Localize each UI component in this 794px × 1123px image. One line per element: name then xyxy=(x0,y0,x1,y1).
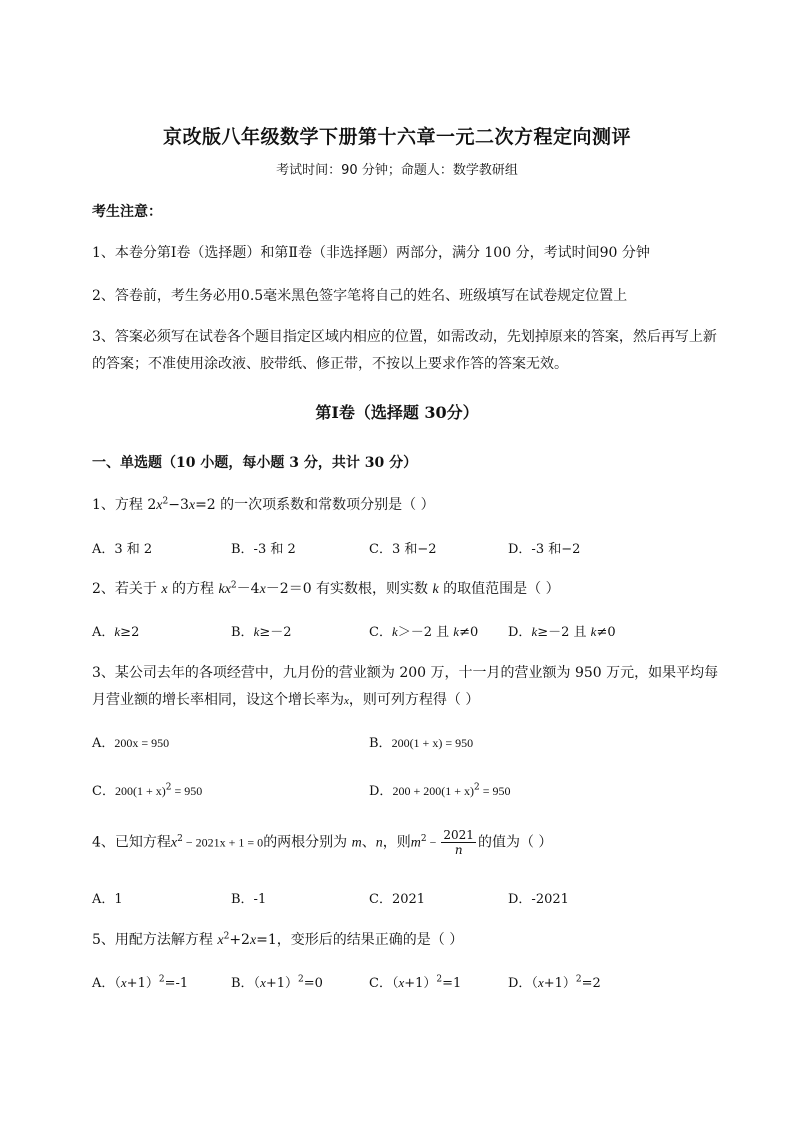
q5-option-b[interactable]: B．$(x+1)^2=0$ xyxy=(231,974,323,991)
q2-option-c[interactable]: C．k＞－2 且 k≠0 xyxy=(369,624,479,640)
question-4: 4、已知方程$x^2 - 2021x + 1 = 0$的两根分别为 m、n，则$m^2$ − $\frac{2021}{n}$ 的值为（ ） xyxy=(92,828,553,857)
notice-item-2: 2、答卷前，考生务必用0.5毫米黑色签字笔将自己的姓名、班级填写在试卷规定位置上 xyxy=(92,288,628,304)
question-1: 1、方程 $2x^2-3x=2$ 的一次项系数和常数项分别是（ ） xyxy=(92,496,435,513)
question-3-line-1: 3、某公司去年的各项经营中，九月份的营业额为 200 万，十一月的营业额为 950 万元，如果平均每 xyxy=(92,665,719,681)
q3-option-b[interactable]: B．200(1 + x) = 950 xyxy=(369,736,474,751)
q1-option-a[interactable]: A．3 和 2 xyxy=(92,542,153,557)
q5-option-c[interactable]: C．$(x+1)^2=1$ xyxy=(369,974,462,991)
section-title: 第Ⅰ卷（选择题 30分） xyxy=(315,403,479,422)
page-title: 京改版八年级数学下册第十六章一元二次方程定向测评 xyxy=(162,126,631,148)
notice-item-3-line-1: 3、答案必须写在试卷各个题目指定区域内相应的位置，如需改动，先划掉原来的答案，然后再写上新 xyxy=(92,329,717,345)
q4-option-a[interactable]: A．1 xyxy=(92,892,123,907)
q1-option-d[interactable]: D．-3 和−2 xyxy=(508,542,581,557)
q5-option-d[interactable]: D．$(x+1)^2=2$ xyxy=(508,974,601,991)
q3-option-d[interactable]: D．$200 + 200(1 + x)^2 = 950$ xyxy=(369,782,511,799)
exam-info: 考试时间：90 分钟；命题人：数学教研组 xyxy=(276,163,518,178)
q1-option-b[interactable]: B．-3 和 2 xyxy=(231,542,296,557)
notice-item-1: 1、本卷分第Ⅰ卷（选择题）和第Ⅱ卷（非选择题）两部分，满分 100 分，考试时间90 分钟 xyxy=(92,245,650,261)
question-3-line-2: 月营业额的增长率相同，设这个增长率为x，则可列方程得（ ） xyxy=(92,692,480,708)
q4-option-d[interactable]: D．-2021 xyxy=(508,892,569,907)
q5-option-a[interactable]: A．$(x+1)^2=-1$ xyxy=(92,974,189,991)
q2-option-d[interactable]: D．k≥－2 且 k≠0 xyxy=(508,624,616,640)
fraction-2021-over-n: $\frac{2021}{n}$ xyxy=(443,828,474,857)
q2-option-b[interactable]: B．k≥－2 xyxy=(231,624,292,640)
q3-option-a[interactable]: A．200x = 950 xyxy=(92,736,170,751)
part-heading: 一、单选题（10 小题，每小题 3 分，共计 30 分） xyxy=(92,455,418,471)
question-2: 2、若关于 x 的方程 $kx^2-4x-2=0$ 有实数根，则实数 k 的取值范围是（ ） xyxy=(92,580,560,597)
notice-item-3-line-2: 的答案；不准使用涂改液、胶带纸、修正带，不按以上要求作答的答案无效。 xyxy=(92,356,568,372)
q3-option-c[interactable]: C．$200(1 + x)^2 = 950$ xyxy=(92,782,203,799)
notice-heading: 考生注意： xyxy=(92,204,162,220)
q1-option-c[interactable]: C．3 和−2 xyxy=(369,542,437,557)
question-5: 5、用配方法解方程 $x^2+2x=1$，变形后的结果正确的是（ ） xyxy=(92,931,464,948)
q4-option-b[interactable]: B．-1 xyxy=(231,892,267,907)
q4-option-c[interactable]: C．2021 xyxy=(369,892,426,907)
q2-option-a[interactable]: A．k≥2 xyxy=(92,624,140,640)
